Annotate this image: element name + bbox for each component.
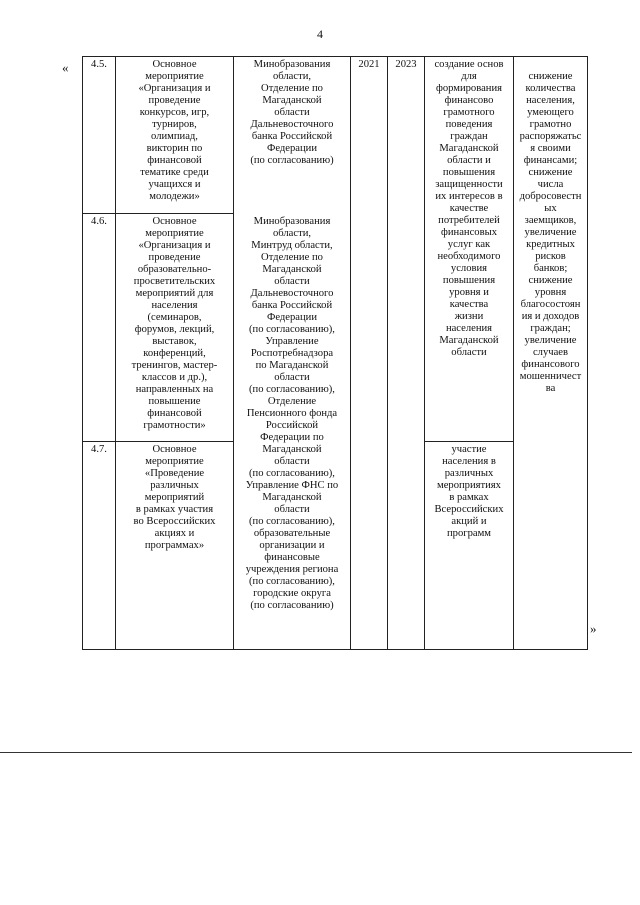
row-number-4-6: 4.6. [83, 214, 116, 442]
event-4-5: Основное мероприятие «Организация и проведение конкурсов, игр, турниров, олимпиад, викторин по финансовой тематике среди учащихся и молодежи» [116, 57, 234, 214]
result-main: создание основ для формирования финансово грамотного поведения граждан Магаданской области и повышения защищенности их интересов в качестве потребителей финансовых услуг как необходимого условия повышения уровня и качества жизни населения Магаданской области [425, 57, 514, 442]
indicators-cell [514, 57, 588, 650]
table-row [83, 57, 588, 214]
result-4-7: участие населения в различных мероприятиях в рамках Всероссийских акций и программ [425, 442, 514, 650]
executors-4-6-4-7: Минобразования области, Минтруд области, Отделение по Магаданской области Дальневосточного банка Российской Федерации (по согласованию), Управление Роспотребнадзора по Магаданской области (по согласованию), Отделение Пенсионного фонда Российской Федерации по Магаданской области (по согласованию), Управление ФНС по Магаданской области (по согласованию), образовательные организации и финансовые учреждения региона (по согласованию), городские округа (по согласованию) [234, 214, 351, 650]
page-number: 4 [317, 27, 323, 41]
indicators-text: снижение количества населения, умеющего грамотно распоряжатьс я своими финансами; снижение числа добросовестн ых заемщиков, увеличение кредитных рисков банков; снижение уровня благосостоян ия и доходов граждан; увеличение случаев финансового мошенничест ва [519, 71, 582, 394]
event-4-7: Основное мероприятие «Проведение различных мероприятий в рамках участия во Всероссийских акциях и программах» [116, 442, 234, 650]
closing-quote: » [590, 621, 597, 636]
event-4-6: Основное мероприятие «Организация и проведение образовательно- просветительских мероприятий для населения (семинаров, форумов, лекций, выставок, конференций, тренингов, мастер- классов и др.), направленных на повышение финансовой грамотности» [116, 214, 234, 442]
row-number-4-5: 4.5. [83, 57, 116, 214]
opening-quote: « [62, 60, 69, 75]
row-number-4-7: 4.7. [83, 442, 116, 650]
measures-table [82, 56, 588, 650]
executors-4-5: Минобразования области, Отделение по Магаданской области Дальневосточного банка Российской Федерации (по согласованию) [234, 57, 351, 214]
end-year: 2023 [388, 57, 425, 650]
footer-divider [0, 752, 632, 753]
start-year: 2021 [351, 57, 388, 650]
